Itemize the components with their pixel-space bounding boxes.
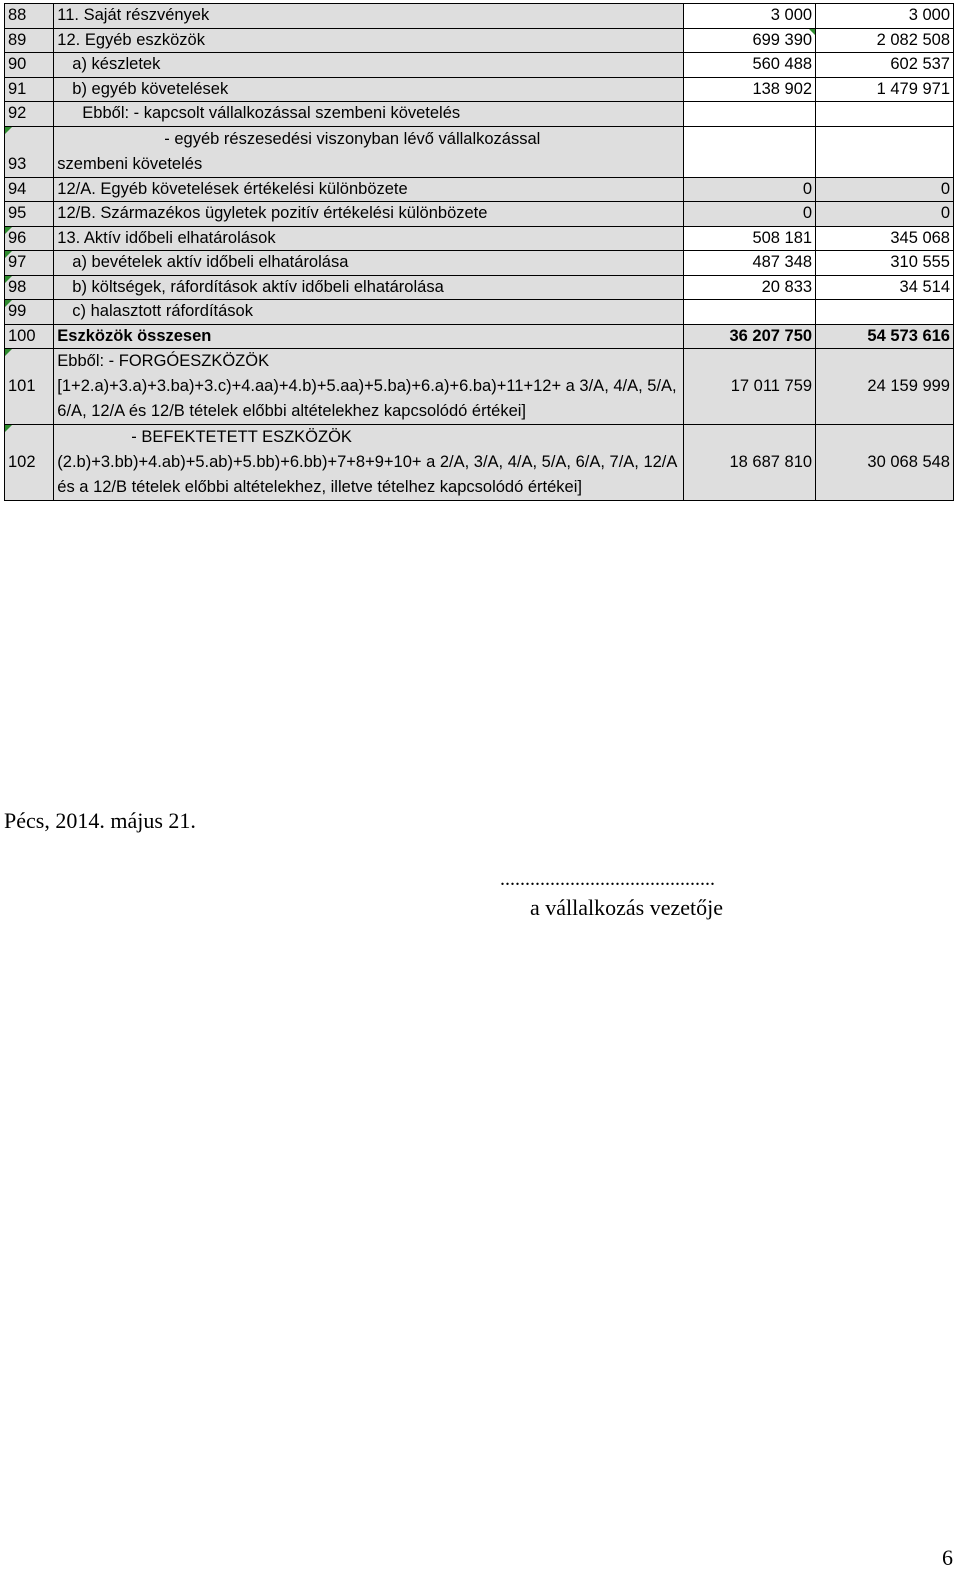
value-previous: 3 000 (684, 4, 816, 29)
row-label: 12/B. Származékos ügyletek pozitív értékelési különbözete (54, 202, 684, 227)
value-previous: 20 833 (684, 275, 816, 300)
comment-marker-icon (5, 127, 12, 134)
value-current: 34 514 (816, 275, 954, 300)
row-number: 93 (5, 126, 54, 177)
row-label: Ebből: - kapcsolt vállalkozással szembeni követelés (54, 102, 684, 127)
row-label: a) bevételek aktív időbeli elhatárolása (54, 251, 684, 276)
table-row (5, 349, 954, 425)
value-current: 30 068 548 (816, 425, 954, 501)
comment-marker-icon (5, 425, 12, 432)
row-number: 92 (5, 102, 54, 127)
row-label-line: (2.b)+3.bb)+4.ab)+5.ab)+5.bb)+6.bb)+7+8+9+10+ a 2/A, 3/A, 4/A, 5/A, 6/A, 7/A, 12/A és a 12/B tételek előbbi altételekhez, illetve tételhez kapcsolódó értékei] (57, 453, 677, 496)
value-previous: 560 488 (684, 53, 816, 78)
row-label-line: - egyéb részesedési viszonyban lévő vállalkozással (164, 129, 541, 148)
row-number: 91 (5, 77, 54, 102)
table-row (5, 425, 954, 501)
value-current: 310 555 (816, 251, 954, 276)
value-current: 54 573 616 (816, 324, 954, 349)
value-current: 1 479 971 (816, 77, 954, 102)
value-previous: 138 902 (684, 77, 816, 102)
row-label: Eszközök összesen (54, 324, 684, 349)
row-number: 102 (5, 425, 54, 501)
value-previous (684, 300, 816, 325)
value-current: 3 000 (816, 4, 954, 29)
row-number: 98 (5, 275, 54, 300)
table-row (5, 102, 954, 127)
table-row (5, 202, 954, 227)
table-row (5, 324, 954, 349)
row-number: 96 (5, 226, 54, 251)
table-row (5, 4, 954, 29)
row-number: 90 (5, 53, 54, 78)
value-current (816, 126, 954, 177)
value-current: 345 068 (816, 226, 954, 251)
comment-marker-icon (5, 251, 12, 258)
row-number: 101 (5, 349, 54, 425)
table-row (5, 275, 954, 300)
comment-marker-icon (5, 349, 12, 356)
row-label: 11. Saját részvények (54, 4, 684, 29)
signature-line: ........................................... (500, 868, 715, 890)
comment-marker-icon (5, 276, 12, 283)
row-label: c) halasztott ráfordítások (54, 300, 684, 325)
value-previous: 0 (684, 177, 816, 202)
value-current: 24 159 999 (816, 349, 954, 425)
row-label: 12/A. Egyéb követelések értékelési különbözete (54, 177, 684, 202)
row-number: 94 (5, 177, 54, 202)
row-label-line: - BEFEKTETETT ESZKÖZÖK (131, 428, 352, 446)
row-label (54, 349, 684, 425)
table-row (5, 28, 954, 53)
table-row (5, 53, 954, 78)
value-current (816, 300, 954, 325)
table-row (5, 300, 954, 325)
row-label: b) költségek, ráfordítások aktív időbeli elhatárolása (54, 275, 684, 300)
row-label-line: Ebből: - FORGÓESZKÖZÖK (57, 352, 270, 370)
page-number: 6 (942, 1545, 953, 1570)
row-label (54, 425, 684, 501)
row-number: 88 (5, 4, 54, 29)
row-label: b) egyéb követelések (54, 77, 684, 102)
table-row (5, 177, 954, 202)
value-current: 0 (816, 177, 954, 202)
row-number: 97 (5, 251, 54, 276)
balance-sheet-table (4, 3, 954, 501)
signer-title: a vállalkozás vezetője (530, 895, 724, 920)
value-previous: 17 011 759 (684, 349, 816, 425)
comment-marker-icon (5, 300, 12, 307)
value-current: 602 537 (816, 53, 954, 78)
value-previous: 699 390 (684, 28, 816, 53)
comment-marker-icon (5, 227, 12, 234)
place-and-date: Pécs, 2014. május 21. (4, 808, 196, 833)
value-previous (684, 126, 816, 177)
row-label-line: szembeni követelés (57, 154, 203, 173)
table-row (5, 251, 954, 276)
value-previous: 0 (684, 202, 816, 227)
row-label: a) készletek (54, 53, 684, 78)
table-row (5, 226, 954, 251)
row-number: 100 (5, 324, 54, 349)
comment-marker-icon (809, 29, 816, 36)
value-previous (684, 102, 816, 127)
row-number: 99 (5, 300, 54, 325)
value-previous: 36 207 750 (684, 324, 816, 349)
row-label (54, 126, 684, 177)
row-number: 95 (5, 202, 54, 227)
table-row (5, 77, 954, 102)
value-previous: 18 687 810 (684, 425, 816, 501)
value-current: 0 (816, 202, 954, 227)
row-number: 89 (5, 28, 54, 53)
value-previous: 508 181 (684, 226, 816, 251)
value-previous: 487 348 (684, 251, 816, 276)
row-label: 13. Aktív időbeli elhatárolások (54, 226, 684, 251)
value-current: 2 082 508 (816, 28, 954, 53)
value-current (816, 102, 954, 127)
row-label: 12. Egyéb eszközök (54, 28, 684, 53)
row-label-line: [1+2.a)+3.a)+3.ba)+3.c)+4.aa)+4.b)+5.aa)+5.ba)+6.a)+6.ba)+11+12+ a 3/A, 4/A, 5/A, 6/A, 12/A és 12/B tételek előbbi altételekhez kapcsolódó értékei] (57, 377, 677, 420)
table-row (5, 126, 954, 177)
